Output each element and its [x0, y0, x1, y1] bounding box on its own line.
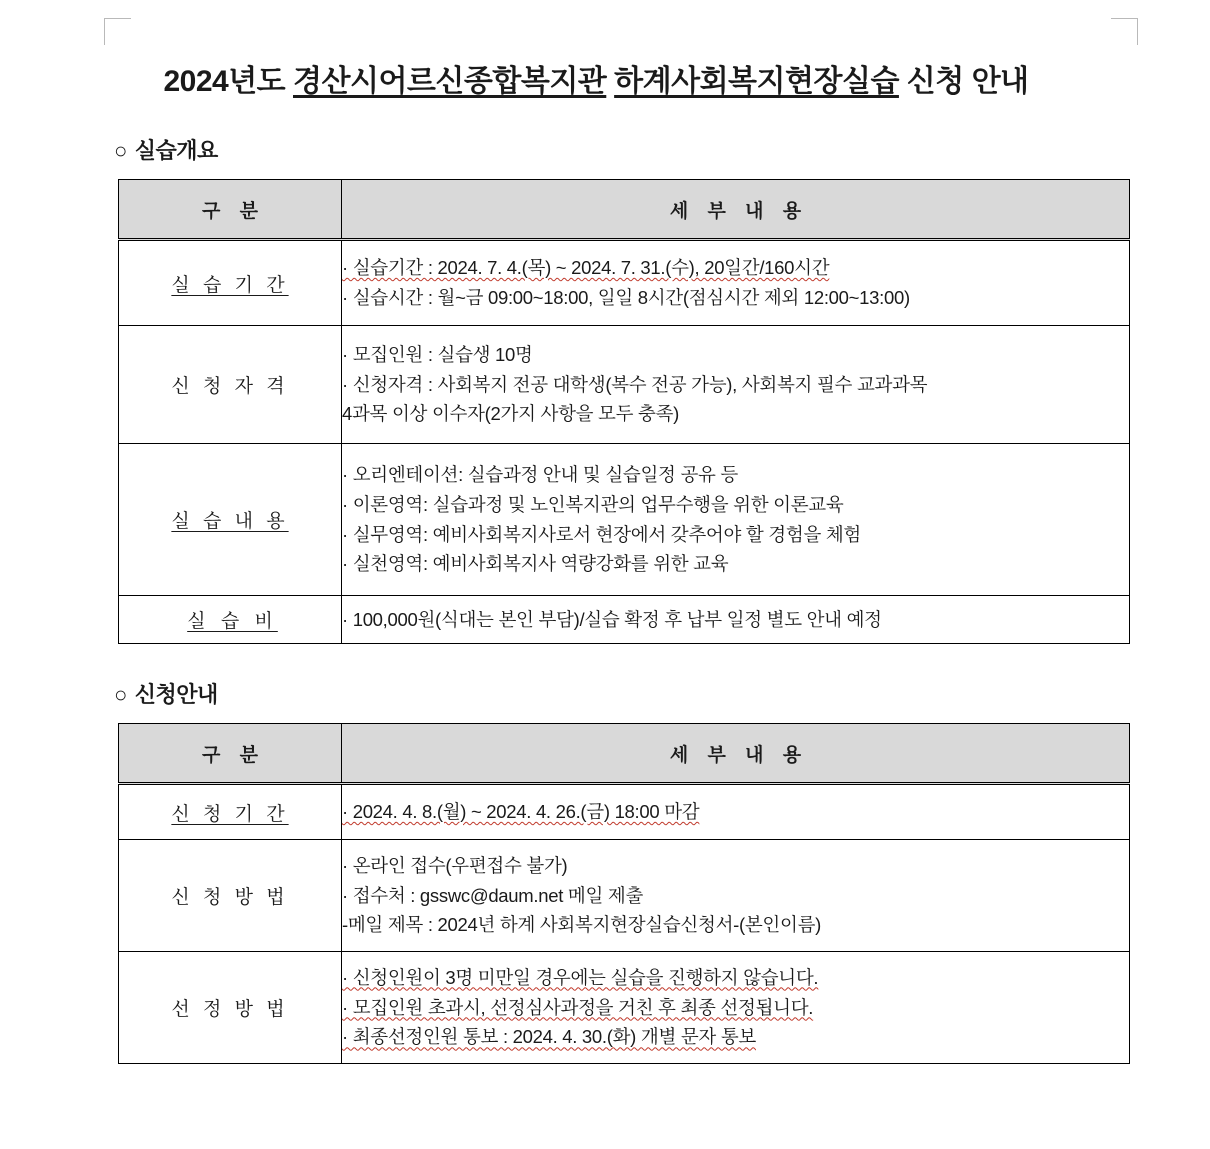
application-row-detail-selection: [342, 952, 1130, 1064]
title-part-org: 경산시어르신종합복지관: [293, 65, 607, 98]
table-header-row: [119, 180, 1130, 240]
application-selection-line-1: · 신청인원이 3명 미만일 경우에는 실습을 진행하지 않습니다.: [342, 966, 819, 988]
overview-content-line-3: · 실무영역: 예비사회복지사로서 현장에서 갖추어야 할 경험을 체험: [342, 523, 861, 545]
application-method-line-3: -메일 제목 : 2024년 하계 사회복지현장실습신청서-(본인이름): [342, 914, 822, 936]
application-table: [118, 723, 1130, 1064]
overview-row-label-fee: 실 습 비: [119, 596, 342, 644]
application-row-detail-period: [342, 784, 1130, 840]
page-title: [0, 0, 1210, 100]
crop-mark-top-right: [1111, 18, 1138, 45]
application-row-label-selection: 선 정 방 법: [119, 952, 342, 1064]
title-space: [606, 65, 614, 98]
section-application-heading-text: 신청안내: [134, 682, 218, 707]
overview-header-category: 구 분: [119, 180, 342, 240]
overview-eligibility-line-1: · 모집인원 : 실습생 10명: [342, 343, 533, 365]
table-row: [119, 784, 1130, 840]
overview-period-line-1: · 실습기간 : 2024. 7. 4.(목) ~ 2024. 7. 31.(수), 20일간/160시간: [342, 257, 830, 279]
title-part-year: 2024년도: [163, 65, 293, 98]
overview-fee-line-1: · 100,000원(식대는 본인 부담)/실습 확정 후 납부 일정 별도 안내 예정: [342, 608, 882, 630]
application-selection-line-3: · 최종선정인원 통보 : 2024. 4. 30.(화) 개별 문자 통보: [342, 1026, 756, 1048]
overview-eligibility-line-2: · 신청자격 : 사회복지 전공 대학생(복수 전공 가능), 사회복지 필수 교과과목: [342, 373, 928, 395]
overview-row-detail-eligibility: [342, 326, 1130, 444]
overview-content-line-4: · 실천영역: 예비사회복지사 역량강화를 위한 교육: [342, 553, 729, 575]
table-header-row: [119, 724, 1130, 784]
overview-row-label-period: 실 습 기 간: [119, 240, 342, 326]
application-row-label-method: 신 청 방 법: [119, 840, 342, 952]
application-method-line-1: · 온라인 접수(우편접수 불가): [342, 854, 568, 876]
overview-row-detail-period: [342, 240, 1130, 326]
table-row: [119, 326, 1130, 444]
overview-eligibility-line-3: 4과목 이상 이수자(2가지 사항을 모두 충족): [342, 403, 680, 425]
section-overview-heading-text: 실습개요: [134, 138, 218, 163]
overview-content-line-2: · 이론영역: 실습과정 및 노인복지관의 업무수행을 위한 이론교육: [342, 493, 844, 515]
section-application-heading: [114, 678, 1210, 709]
crop-mark-top-left: [104, 18, 131, 45]
section-overview: [0, 134, 1210, 644]
overview-table-body: [119, 240, 1130, 644]
circle-marker-icon: ○: [114, 138, 127, 163]
application-method-line-2: · 접수처 : gsswc@daum.net 메일 제출: [342, 884, 644, 906]
overview-header-detail: 세 부 내 용: [342, 180, 1130, 240]
overview-row-detail-content: [342, 444, 1130, 596]
application-row-label-period: 신 청 기 간: [119, 784, 342, 840]
application-table-body: [119, 784, 1130, 1064]
section-overview-heading: [114, 134, 1210, 165]
application-table-head: [119, 724, 1130, 784]
overview-period-line-2: · 실습시간 : 월~금 09:00~18:00, 일일 8시간(점심시간 제외 12:00~13:00): [342, 287, 910, 308]
table-row: [119, 444, 1130, 596]
section-application: [0, 678, 1210, 1064]
title-part-program: 하계사회복지현장실습: [614, 65, 899, 98]
application-period-line-1: · 2024. 4. 8.(월) ~ 2024. 4. 26.(금) 18:00 마감: [342, 801, 700, 823]
overview-table: [118, 179, 1130, 644]
overview-content-line-1: · 오리엔테이션: 실습과정 안내 및 실습일정 공유 등: [342, 463, 739, 485]
title-part-suffix: 신청 안내: [898, 65, 1029, 98]
table-row: [119, 840, 1130, 952]
overview-row-detail-fee: [342, 596, 1130, 644]
overview-row-label-eligibility: 신 청 자 격: [119, 326, 342, 444]
application-header-detail: 세 부 내 용: [342, 724, 1130, 784]
circle-marker-icon: ○: [114, 682, 127, 707]
application-header-category: 구 분: [119, 724, 342, 784]
table-row: [119, 240, 1130, 326]
application-selection-line-2: · 모집인원 초과시, 선정심사과정을 거친 후 최종 선정됩니다.: [342, 996, 814, 1018]
application-row-detail-method: [342, 840, 1130, 952]
overview-table-head: [119, 180, 1130, 240]
table-row: [119, 952, 1130, 1064]
overview-row-label-content: 실 습 내 용: [119, 444, 342, 596]
table-row: [119, 596, 1130, 644]
